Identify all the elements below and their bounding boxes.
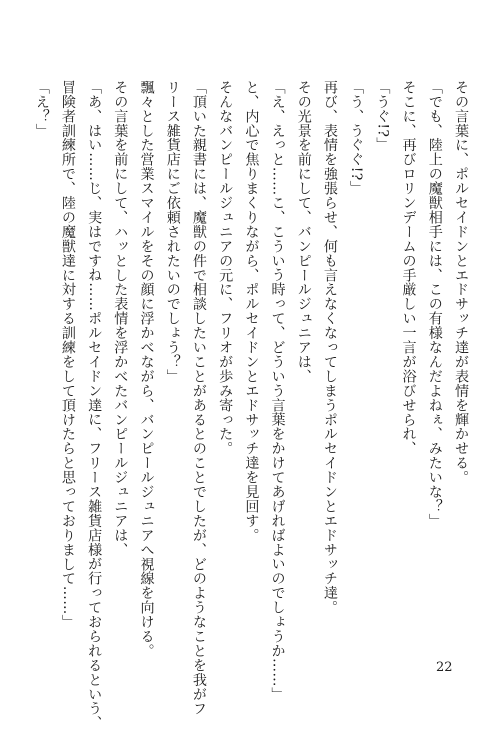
text-line: その言葉を前にして、ハッとした表情を浮かべたバンピールジュニアは、	[112, 80, 129, 557]
text-line: リース雑貨店にご依頼されたいのでしょう？」	[164, 80, 181, 384]
text-line: 「う、うぐぐ!?」	[348, 80, 365, 196]
text-line: その光景を前にして、バンピールジュニアは、	[295, 80, 312, 384]
page-number: 22	[436, 660, 453, 675]
text-line: 「え、えっと……こ、こういう時って、どういう言葉をかけてあげればよいのでしょうか……」	[269, 80, 286, 702]
text-line: 再び、表情を強張らせ、何も言えなくなってしまうポルセイドンとエドサッチ達。	[321, 80, 338, 615]
text-line: そんなバンピールジュニアの元に、フリオが歩み寄った。	[217, 80, 234, 456]
text-line: と、内心で焦りまくりながら、ポルセイドンとエドサッチ達を見回す。	[243, 80, 260, 543]
text-line: その言葉に、ポルセイドンとエドサッチ達が表情を輝かせる。	[453, 80, 469, 485]
text-line: 「え？」	[33, 80, 50, 138]
text-line: 「うぐ!?」	[374, 80, 391, 152]
text-line: 「頂いた親書には、魔獣の件で相談したいことがあるとのことでしたが、どのようなことを我がフ	[190, 80, 207, 716]
text-line: 「あ、はい……じ、実はですね……ポルセイドン達に、フリース雑貨店様が行っておられるという、	[86, 80, 103, 730]
text-line: そこに、再びロリンデームの手厳しい一言が浴びせられ、	[400, 80, 417, 456]
text-line: 「でも、陸上の魔獣相手には、この有様なんだよねぇ、みたいな？」	[426, 80, 443, 528]
text-line: 飄々とした営業スマイルをその顔に浮かべながら、バンピールジュニアへ視線を向ける。	[138, 80, 155, 658]
text-line: 冒険者訓練所で、陸の魔獣達に対する訓練をして頂けたらと思っておりまして……」	[59, 80, 76, 630]
